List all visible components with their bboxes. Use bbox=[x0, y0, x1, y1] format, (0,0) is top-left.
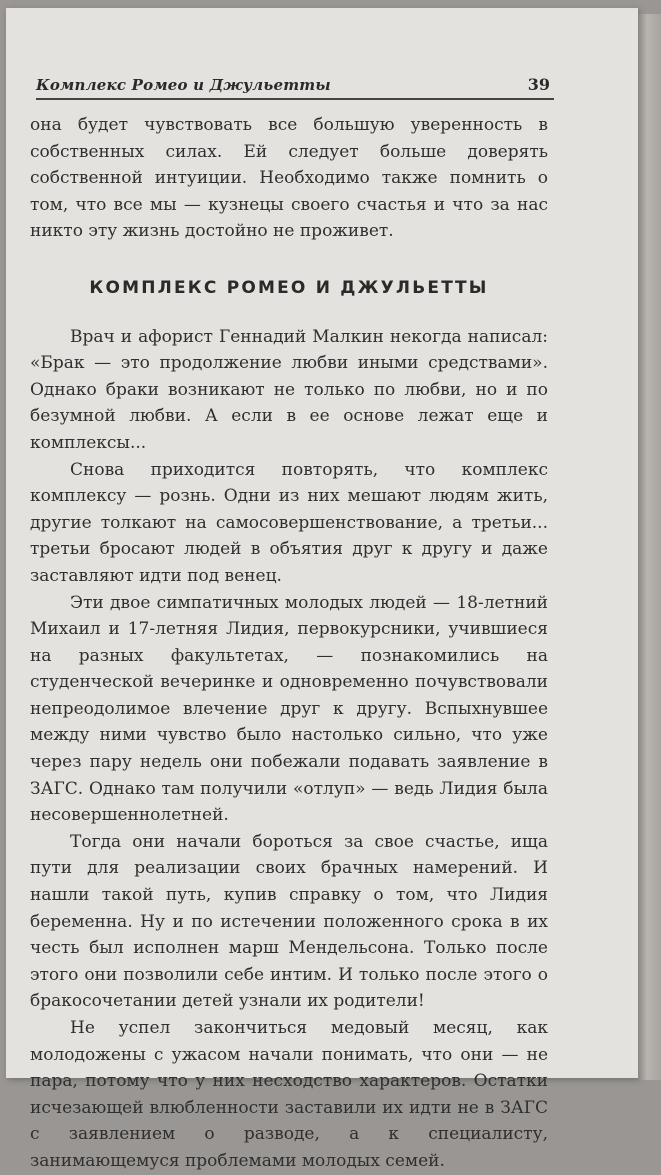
paragraph: Эти двое симпатичных молодых людей — 18-летний Михаил и 17-летняя Лидия, первокурсники, учившиеся на разных факультетах, — познакомились на студенческой вечеринке и одновременно почувствовали непреодолимое влечение друг к другу. Вспыхнувшее между ними чувство было настолько сильно, что уже через пару недель они побежали подавать заявление в ЗАГС. Однако там получили «отлуп» — ведь Лидия была несовершеннолетней. bbox=[30, 592, 548, 826]
book-edge bbox=[638, 14, 661, 1080]
page-number: 39 bbox=[527, 75, 550, 94]
paragraph: Не успел закончиться медовый месяц, как молодожены с ужасом начали понимать, что они — не пара, потому что у них несходство характеров. Остатки исчезающей влюбленности заставили их идти не в ЗАГС с заявлением о разводе, а к специалисту, занимающемуся проблемами молодых семей. bbox=[30, 1018, 548, 1171]
paragraph: Тогда они начали бороться за свое счастье, ища пути для реализации своих брачных намерений. И нашли такой путь, купив справку о том, что Лидия беременна. Ну и по истечении положенного срока в их честь был исполнен марш Мендельсона. Только после этого они позволили себе интим. И только после этого о бракосочетании детей узнали их родители! bbox=[30, 831, 548, 1012]
running-header bbox=[36, 72, 554, 100]
paragraph: Врач и афорист Геннадий Малкин некогда написал: «Брак — это продолжение любви иными средствами». Однако браки возникают не только по любви, но и по безумной любви. А если в ее основе лежат еще и комплексы... bbox=[30, 326, 548, 453]
page-body bbox=[30, 112, 548, 1175]
paragraph: Снова приходится повторять, что комплекс комплексу — рознь. Одни из них мешают людям жить, другие толкают на самосовершенствование, а третьи... третьи бросают людей в объятия друг к другу и даже заставляют идти под венец. bbox=[30, 459, 548, 586]
running-title: Комплекс Ромео и Джульетты bbox=[36, 76, 331, 94]
section-heading: КОМПЛЕКС РОМЕО И ДЖУЛЬЕТТЫ bbox=[89, 277, 489, 298]
paragraph-continued: она будет чувствовать все большую уверенность в собственных силах. Ей следует больше доверять собственной интуиции. Необходимо также помнить о том, что все мы — кузнецы своего счастья и что за нас никто эту жизнь достойно не проживет. bbox=[30, 115, 548, 242]
